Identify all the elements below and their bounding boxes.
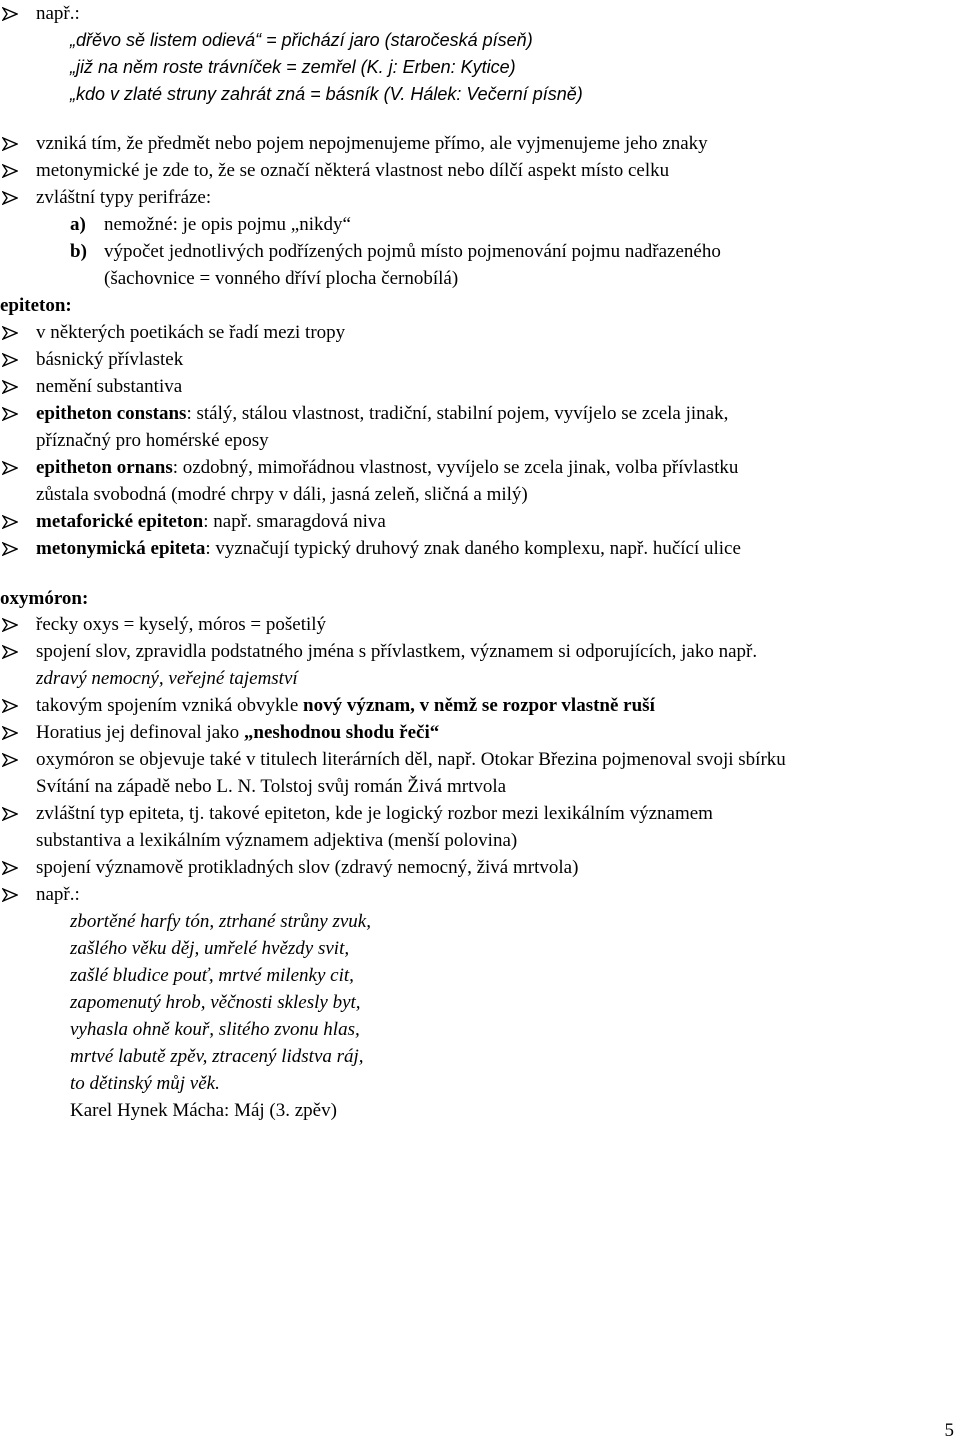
bullet-row: [0, 373, 950, 400]
arrow-bullet-icon: [2, 380, 18, 394]
arrow-bullet-icon: [2, 807, 18, 821]
term-metaforicke: metaforické epiteton: [36, 511, 204, 532]
typed-item-cont: [0, 265, 950, 292]
poem-line: [0, 1043, 950, 1070]
bullet-row: [0, 800, 950, 827]
bullet-text: zvláštní typ epiteta, tj. takové epiteton, kde je logický rozbor mezi lexikálním významem: [36, 803, 713, 824]
typed-item: [0, 238, 950, 265]
item-text-cont: (šachovnice = vonného dříví plocha černobílá): [104, 268, 459, 289]
bullet-text: oxymóron se objevuje také v titulech literárních děl, např. Otokar Březina pojmenoval svoji sbírku: [36, 749, 786, 770]
bullet-text: v některých poetikách se řadí mezi tropy: [36, 322, 346, 343]
bullet-text: spojení slov, zpravidla podstatného jména s přívlastkem, významem si odporujících, jako např.: [36, 641, 758, 662]
bullet-text-cont: substantiva a lexikálním významem adjektiva (menší polovina): [36, 830, 518, 851]
text-bold: „neshodnou shodu řeči“: [243, 722, 440, 743]
bullet-row: [0, 319, 950, 346]
item-text: výpočet jednotlivých podřízených pojmů místo pojmenování pojmu nadřazeného: [104, 241, 721, 262]
bullet-text: spojení významově protikladných slov (zdravý nemocný, živá mrtvola): [36, 857, 579, 878]
term-desc: : stálý, stálou vlastnost, tradiční, stabilní pojem, vyvíjelo se zcela jinak,: [186, 403, 729, 424]
bullet-text: [36, 692, 655, 719]
poem-line: [0, 908, 950, 935]
bullet-cont: [0, 427, 950, 454]
bullet-row: [0, 157, 950, 184]
term-constans: epitheton constans: [36, 403, 187, 424]
arrow-bullet-icon: [2, 542, 18, 556]
section-heading-epiteton: epiteton:: [0, 295, 72, 316]
bullet-text-cont: zůstala svobodná (modré chrpy v dáli, jasná zeleň, sličná a milý): [36, 484, 528, 505]
bullet-row: [0, 719, 950, 746]
bullet-text: nemění substantiva: [36, 376, 183, 397]
bullet-row: [0, 508, 950, 535]
bullet-text: básnický přívlastek: [36, 349, 184, 370]
bullet-cont: [0, 827, 950, 854]
arrow-bullet-icon: [2, 326, 18, 340]
term-desc: : vyznačují typický druhový znak daného komplexu, např. hučící ulice: [205, 538, 741, 559]
term-metonymicka: metonymická epiteta: [36, 538, 206, 559]
example-line: [0, 27, 950, 54]
arrow-bullet-icon: [2, 164, 18, 178]
example-line: [0, 54, 950, 81]
bullet-row: [0, 881, 950, 908]
poem-text: mrtvé labutě zpěv, ztracený lidstva ráj,: [70, 1046, 364, 1067]
arrow-bullet-icon: [2, 888, 18, 902]
bullet-row: [0, 454, 950, 481]
bullet-row: [0, 130, 950, 157]
bullet-row: [0, 346, 950, 373]
intro-label: např.:: [36, 3, 80, 24]
poem-author-line: [0, 1097, 950, 1124]
poem-text: vyhasla ohně kouř, slitého zvonu hlas,: [70, 1019, 360, 1040]
bullet-row: [0, 400, 950, 427]
bullet-text: [36, 535, 741, 562]
bullet-row: [0, 638, 950, 665]
text-pre: takovým spojením vzniká obvykle: [36, 695, 304, 716]
arrow-bullet-icon: [2, 753, 18, 767]
poem-line: [0, 989, 950, 1016]
section-heading-row: [0, 585, 950, 612]
page-number: 5: [944, 1420, 954, 1441]
bullet-cont: [0, 773, 950, 800]
bullet-text: [36, 719, 439, 746]
term-desc: : např. smaragdová niva: [203, 511, 386, 532]
poem-text: zbortěné harfy tón, ztrhané strůny zvuk,: [70, 911, 371, 932]
arrow-bullet-icon: [2, 618, 18, 632]
arrow-bullet-icon: [2, 353, 18, 367]
bullet-text-cont: příznačný pro homérské eposy: [36, 430, 269, 451]
term-desc: : ozdobný, mimořádnou vlastnost, vyvíjelo se zcela jinak, volba přívlastku: [172, 457, 739, 478]
example-text: „již na něm roste trávníček = zemřel (K. j: Erben: Kytice): [70, 57, 516, 77]
poem-author: Karel Hynek Mácha: Máj (3. zpěv): [70, 1100, 337, 1121]
text-bold: nový význam, v němž se rozpor vlastně ruší: [303, 695, 655, 716]
bullet-row: [0, 184, 950, 211]
bullet-text: metonymické je zde to, že se označí některá vlastnost nebo dílčí aspekt místo celku: [36, 160, 670, 181]
arrow-bullet-icon: [2, 137, 18, 151]
bullet-row: [0, 692, 950, 719]
arrow-bullet-icon: [2, 726, 18, 740]
item-label: a): [70, 214, 86, 235]
arrow-bullet-icon: [2, 461, 18, 475]
poem-line: [0, 1016, 950, 1043]
bullet-text: řecky oxys = kyselý, móros = pošetilý: [36, 614, 327, 635]
bullet-cont: [0, 481, 950, 508]
poem-line: [0, 962, 950, 989]
bullet-text-cont: Svítání na západě nebo L. N. Tolstoj svůj román Živá mrtvola: [36, 776, 507, 797]
section-heading-row: [0, 292, 950, 319]
item-text: nemožné: je opis pojmu „nikdy“: [104, 214, 351, 235]
example-text: „dřěvo sě listem odievá“ = přichází jaro (staročeská píseň): [70, 30, 533, 50]
bullet-text: [36, 508, 386, 535]
poem-text: zapomenutý hrob, věčnosti sklesly byt,: [70, 992, 361, 1013]
arrow-bullet-icon: [2, 645, 18, 659]
arrow-bullet-icon: [2, 407, 18, 421]
term-ornans: epitheton ornans: [36, 457, 173, 478]
arrow-bullet-icon: [2, 7, 18, 21]
section-heading-oxymoron: oxymóron:: [0, 588, 89, 609]
bullet-text: např.:: [36, 884, 80, 905]
typed-item: [0, 211, 950, 238]
text-pre: Horatius jej definoval jako: [36, 722, 244, 743]
poem-line: [0, 1070, 950, 1097]
bullet-row: [0, 746, 950, 773]
bullet-row: [0, 535, 950, 562]
arrow-bullet-icon: [2, 191, 18, 205]
bullet-text-cont: zdravý nemocný, veřejné tajemství: [36, 668, 298, 689]
bullet-text: [36, 400, 728, 427]
poem-text: zašlého věku děj, umřelé hvězdy svit,: [70, 938, 350, 959]
arrow-bullet-icon: [2, 699, 18, 713]
arrow-bullet-icon: [2, 515, 18, 529]
poem-text: to dětinský můj věk.: [70, 1073, 220, 1094]
item-label: b): [70, 241, 87, 262]
bullet-row: [0, 611, 950, 638]
arrow-bullet-icon: [2, 861, 18, 875]
bullet-row: [0, 0, 950, 27]
poem-line: [0, 935, 950, 962]
bullet-text: vzniká tím, že předmět nebo pojem nepojmenujeme přímo, ale vyjmenujeme jeho znaky: [36, 133, 708, 154]
example-line: [0, 81, 950, 108]
bullet-cont: [0, 665, 950, 692]
bullet-text: zvláštní typy perifráze:: [36, 187, 212, 208]
poem-text: zašlé bludice pouť, mrtvé milenky cit,: [70, 965, 354, 986]
bullet-text: [36, 454, 738, 481]
bullet-row: [0, 854, 950, 881]
example-text: „kdo v zlaté struny zahrát zná = básník (V. Hálek: Večerní písně): [70, 84, 583, 104]
